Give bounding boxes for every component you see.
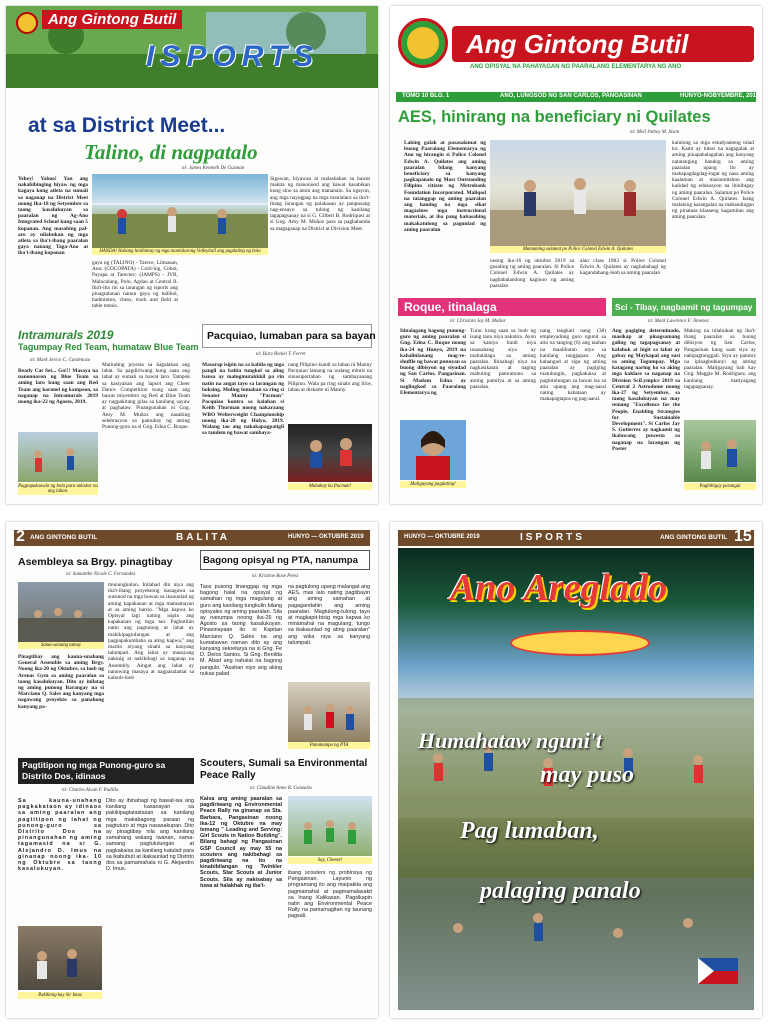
asembleya-col-1: Pinagtibay ang kauna-unahang General Assemble sa aming Brgy. Noong ika-20 ng Oktubre, sa loob ng Arenas Gym sa aming paaralan sa taong kasalukuyan. Dito ay inilatag ng aming punong Barangay na si Marciano Q. Sales ang kanyang mga nagawang proyekto sa panahong kanyang pa- xyxy=(18,654,104,710)
asembleya-title: Asembleya sa Brgy. pinagtibay xyxy=(18,556,173,568)
issue-volume: TOMO 10 BLG. 1 xyxy=(402,93,450,99)
masthead-area xyxy=(390,6,762,92)
page-number: 15 xyxy=(734,528,752,545)
pacquiao-header xyxy=(202,324,376,348)
volleyball-photo-caption: HANDA! Habang hinihintay ng mga manlalarong Volleyball ang pagdating ng bola xyxy=(92,248,268,255)
header-section: BALITA xyxy=(176,532,230,543)
pta-caption: Panunumpa ng PTA xyxy=(288,742,370,749)
page-headline: at sa District Meet... xyxy=(28,114,226,137)
pagtitipon-col-1: Sa kauna-unahang pagkakataon ay idinaos sa aming paaralan ang pagtitipon ng lahat ng punong-guro sa Distrito Dos na pinangunahan ng aming tagamasid na si G. Alejandro D. Imus na ginanap noong ika- 10 ng Oktubre sa taong kasalukuyan. xyxy=(18,798,102,873)
roque-col-2: Turac kung saan sa loob ng isang taon niya nakatira. Ayon sa kaniya hindi niya inaasahang siya ay maitatalaga sa aming paaralan. Ibinahagi niya na nagkasikatan at naging mabuting pamumuno sa aming pamilya at sa aming paaralan. xyxy=(470,328,536,390)
intramurals-caption: Pagpapakawala ng bola para umiskor na ang laban. xyxy=(18,484,98,494)
flag-icon xyxy=(698,958,738,984)
intramurals-byline: ni: Mark Jerico C. Cardenozo xyxy=(30,358,91,363)
masthead-subtitle: ANG OPISYAL NA PAHAYAGAN NG PAARALANG ELEMENTARYA NG ANO xyxy=(470,64,682,70)
issue-place: ANO, LUNGSOD NG SAN CARLOS, PANGASINAN xyxy=(500,93,642,99)
intramurals-col-1: Ready Cat Set... Go!!! Masaya na nanonuoron ng Blue Team sa aming laro kung saan ang Red Team ang koronel ng kampeon, sa naganap na Intramurals 2019 noong ika-22 ng Agosto, 2019. xyxy=(18,368,98,406)
intramurals-title: Intramurals 2019 xyxy=(18,328,114,342)
page-subheadline: Talino, di nagpatalo xyxy=(84,140,258,164)
pagtitipon-photo xyxy=(18,926,102,990)
asembleya-byline: ni: Samanthe Nicole C. Fernandez xyxy=(66,572,136,577)
masthead-title: Ang Gintong Butil xyxy=(42,10,182,29)
pacquiao-byline: ni: Harz Reniel T. Ferrer xyxy=(256,352,307,357)
pacquiao-photo xyxy=(288,424,372,482)
masthead-banner xyxy=(6,6,378,88)
quilates-photo-caption: Mamaming salamat po Police Colonel Edwin A. Quilates xyxy=(490,246,666,253)
sci-col-1: Ang pagiging determinado, masikap at pinagsamang galing ng tagapagsanay at kalahok at higit sa lahat ay gabay ng Maykapal ang susi sa aming Tagumpay. Mga katagang naring ko sa aking mga kaklase sa naganap na Division SciLympics 2019 sa Central 2 Astrodome noong ika-27 ng Setyembre, sa taong kasalukuyan na may temang "Excellence for the People, Enabling Strategies for Sustainable Development". Si Carlos Jay S. Gutierrez ay nagkamit ng ikalawang puwesto sa naganap na larangan ng Poster xyxy=(612,328,680,452)
article-col-2: gaya ng (TALINO) - Tarece, Lilmasan, Ano; (COCOPATA) - Colil-ing, Cobol, Payapa at Tarectec; (JAMPS) - JVR, Malucalang, Polo, Agdao at Central II. Iba't-iba rin sa larangan ng isports ang pinagtalunan nanun gaya ng balibol, badminton, chess, track and field at table tennis. xyxy=(92,260,178,310)
header-date: HUNYO — OKTUBRE 2019 xyxy=(288,534,364,540)
pacquiao-title: Pacquiao, lumaban para sa bayan xyxy=(207,330,376,342)
pta-title: Bagong opisyal ng PTA, nanumpa xyxy=(203,555,358,566)
pta-byline: ni: Kristine Rose Perez xyxy=(252,574,299,579)
intramurals-header xyxy=(18,328,199,358)
article-col-1: Laking galak at pasasalamat ng buong Paaralang Elementarya ng Ano ng hirangin si Police Colonel Edwin A. Quilates ang aming paaralan bilang kanyang beneficiary sa kanyang pagkapanalo ng Most Outstanding Filipino citizen ng Metrobank Foundation Incorporated. Maliqod na tatanggap ng aming paaralan ang handog na mga sikat magazines mga instructional materials, at iba pang babasahing makakatulong sa pagunlad ng aming paaralan xyxy=(404,140,486,233)
asembleya-photo xyxy=(18,582,104,642)
asembleya-col-2: munungkulan. Inilahad din niya ang iba't-ibang proyektong isasagawa sa susunod na mga buwan sa ikauunlad ng aming kapakanan at mga mamamayan at sa aming barrio. "Mga kapwa ko Opisyal lagi nating isipin ang kapakanan ng mga tao. Pagbutihin natin ang pagtulong at lahat ay makikipagtulungan at ang pagpapakumbaba sa ating kapwa," ang mariin niyang sinabi sa kanyang talumpati. Ang lahat ay masayang nakinig at nakikibagi sa naganap na Assembly. Aingat ang lahat ay nanuwing masaya at nagpasalamat sa kaloob-loob xyxy=(108,582,194,682)
tagline-4: palaging panalo xyxy=(480,878,641,904)
sci-caption: Pagbibigay parangal xyxy=(684,483,756,490)
page-headline: AES, hinirang na beneficiary ni Quilates xyxy=(398,108,711,126)
pacquiao-col-1: Masarap isipin na sa kabila ng mga pangil na baltia tungkol sa aling bansa ay malugmutakkkil pa rin natin na angat tayo sa larangan ng boksing. Muling lumaban sa ring si Senator Manny "Pacman" Pacquiao kontra sa kalaban si Keith Thurman noong nakaraang WBO Welterweight Championship noong ika-20 ng Hulyo, 2019. Walang tao ang nakakapagpatigil sa tandem ng bawat sambaya- xyxy=(202,362,284,437)
pagtitipon-col-2: Dito ay ibinahagi ng bawat-isa ang kanilang kasanayan sa pakikipagtalastasan sa kanilang mga makabagong paraan ng pagtuturo at mga nasasakupan. Dito ay pinagtibay nila ang kanilang samahang walang iwanan, sama-samang pagtutulungan at pagkakaisa sa kanilang katulad para sa ikabubuti at ikakaunlad ng Distrito dos sa pamamahala ni G. Alejandro D. Imus. xyxy=(106,798,194,873)
header-masthead: ANG GINTONG BUTIL xyxy=(30,534,98,541)
page-isports-ano-areglado xyxy=(390,522,762,1018)
pta-col-2: na pagtulong upang malangat ang AES, mas lalo nating pagtibayin ang aming samahan at pagagandahin ang aming paaralan. Magtulong-tulong tayo at magkapit-bisig mga kapwa ko minamahal na magulang, tungo sa ikakaunlad ng ating paaralan" ang wika niya sa kanyang talumpati. xyxy=(288,584,370,646)
pta-photo xyxy=(288,682,370,742)
intramurals-col-2: Matinding piyesta sa kagalakan ang lahat. Sa pagdiriwang kung saan ang lahat ay sumali sa bawat laro. Tampok sa kasiyahan ang lapsot ang Cheer Dance Competition kung saan ang bawat miyembro ng Red at Blue Team ay nagpakitang gilas sa kanilang sayaw at paghataw. Pinangunahan ni Gng. Amy M. Muñoz ang nasabing selebrasyon sa patnubay ng aming Punong-guro na si Gng. Edna C. Roque. xyxy=(102,362,190,431)
page-isports-district-meet xyxy=(6,6,378,504)
roque-portrait xyxy=(400,420,466,480)
tagline-1: Humahataw nguni't xyxy=(418,728,603,753)
roque-caption: Maligayang pagdating! xyxy=(400,481,466,488)
pagtitipon-title: Pagtitipon ng mga Punong-guro sa Distrito Dos, idinaos xyxy=(22,760,166,781)
page-balita xyxy=(6,522,378,1018)
section-title: ISPORTS xyxy=(146,40,320,73)
sci-byline: ni: Mark Lawrence F. Jimenez xyxy=(648,319,709,324)
pta-header xyxy=(200,550,370,570)
issue-date: HUNYO-NOBYEMBRE, 2019 xyxy=(680,93,760,99)
header-masthead: ANG GINTONG BUTIL xyxy=(660,534,728,541)
tagline-2: may puso xyxy=(540,762,635,788)
scouters-col-1: Kaisa ang aming paaralan sa pagdiriwang ng Environmental Peace Rally na ginanap sa Sta. Barbara, Pangasinan noong ika-12 ng Oktubre na may temang " Leading and Serving: Girl Scouts in Nation Building". Bilang bahagi ng Pangasinan GSP Council ay may 55 na scouters ang nakibahagi sa pagdiriwang na ito na kinabibilangan ng Twinkler Scouts, Star Scouts at Junior Scouts. Sila ay nakisabay sa tuwa at halakhak ng iba't- xyxy=(200,796,282,889)
volleyball-photo xyxy=(92,174,268,248)
page-number: 2 xyxy=(16,528,25,545)
roque-col-1: Itinalagang bagong punong-guro ng aming paaralan si Gng. Edna C. Roque noong ika-24 ng Hunyo, 2019 na kahalinlanang mag-re-shuffle ng bawat punuyan sa buong dibisyon ng siyudad ng San Carlos, Pangasinan. Si Madam Edna ay naglingkod sa Paaralang Elementarya ng xyxy=(400,328,466,397)
article-col-2: noong ika-16 ng oktubre 2019 sa gusaling ng aming paaralan. Si Police Colonel Edwin A. Quilates ay nagbabalandong kaginoo ng aming paaralan xyxy=(490,258,574,289)
article-col-4: katulong sa mga estudyanteng tulad ko. Kami ay lubos na nagagalak at aming pinapahalagahan ang kanyang natatanging handog sa aming paaralan upang ito ay makapagdagdag-ingat ng nasa aming kaalaman at maisumitshon ang kalidad ng edukasyon na ibinibigay ng aming paaralan. Salamat po Police Colonel Edwin A. Quilates. Isang malaking karangalan na mabandingan ng pinataas klasseng kagamitan ang aming paaralan. xyxy=(672,140,754,221)
roque-byline: ni: Christian Jay M. Muñoz xyxy=(450,319,506,324)
roque-title: Roque, itinalaga xyxy=(404,300,497,314)
article-col-3: Sigawan, hiyawan at malasbakan sa bawat makita ng manonood ang bawat kasabikan kung sino sa amin ang mananalo. Sa ngayon, ang mga nayugpap na mga manlalaro sa iba't-ibang larangan ng palakasan ay paupusang nag-ensayo sa tulong ng kanilang tagapagsanay na si G. Gilbert B. Rodriquez at si Gng. Amy M. Muñoz para sa paghahanda sa magaganap na District at Division Meet. xyxy=(270,176,370,232)
pagtitipon-header xyxy=(18,758,194,784)
intramurals-subtitle: Tagumpay Red Team, humataw Blue Team xyxy=(18,342,199,352)
pta-col-1: Taos pusong tinanggap ng mga bagong halal na opisyal ng samahan ng mga magulang at guro ang kanilang tungkulin bilang opisyales ng aming paaralan. Sila ay nanumpa noong ika-26 ng Agosto sa taong kasalukuyan. Pinasinayaan ito ni Kapitan Marciano Q. Sales na ang kumatawan naman dito ay ang kanyang sekretarya na si Gng. Fe D. Delos Santos. Si Gng. Benilda M. Abad ang nahalal na bagong pangulo. "Asahan niyo ang aking nukas palad xyxy=(200,584,282,677)
byline: ni: Meil Jinboy M. Sison xyxy=(630,130,680,135)
school-seal-icon xyxy=(16,12,38,34)
page-front-cover xyxy=(390,6,762,504)
big-title: Ano Areglado xyxy=(450,567,668,609)
scouters-title: Scouters, Sumali sa Environmental Peace Rally xyxy=(200,758,368,781)
tagline-3: Pag lumaban, xyxy=(460,818,599,844)
pagtitipon-caption: Pakikinig kay Sir Imus xyxy=(18,992,102,999)
intramurals-photo xyxy=(18,432,98,482)
masthead-title: Ang Gintong Butil xyxy=(466,29,689,59)
scouters-col-2: ibang scouters ng probinsya ng Pangasinan. Layunin ng programang ito ang maipakita ang pagmamahal at pagmamalasakit sa Inang Kalikasan. Pagsikapin natin ang Environmental Peace Rally na pamamagitan ng taunang pagsali. xyxy=(288,870,372,920)
pacquiao-caption: Mabuhay ka Pacman! xyxy=(288,483,372,490)
byline: ni: James Kenneth De Guzman xyxy=(182,166,245,171)
sci-header xyxy=(612,298,756,316)
roque-header xyxy=(398,298,606,316)
quilates-photo xyxy=(490,140,666,246)
pagtitipon-byline: ni: Charles Alvan F. Padilla xyxy=(62,788,119,793)
article-col-3: alan class 1983 si Police Colonel Edwin A. Quilates ay nagbabahagi ng kagandahang-loob sa aming paaralan xyxy=(580,258,666,277)
scouters-photo xyxy=(288,796,372,856)
pacquiao-col-2: nang Pilipino kundi sa laban ni Manny Pacquiao lamang na walang mintis na sinusuportahan ng sambayanang Pilipino. Wala pa ring sinabi ang ilice, laban at diskarte ni Manny. xyxy=(288,362,372,393)
ano-logo-banner xyxy=(510,630,650,656)
sci-col-2: Making na nilahukan ng iba't-ibang paaralan sa buong dibisyon ng San Carlos, Pangasinan kung saan siya ay nakipagtunggali. Siya ay patuloy na ipinagbubunyi ng aming paaralan. Maligayang bati kay Gng. Maggie M. Rodriguez, ang kanilang matiyagang tagapagsanay. xyxy=(684,328,756,390)
asembleya-caption: Sama-samang tatnay xyxy=(18,642,104,649)
sci-photo xyxy=(684,420,756,482)
scouters-caption: Say, Cheeze! xyxy=(288,857,372,864)
scouters-byline: ni: Claudine Anne R. Gonzales xyxy=(250,786,312,791)
header-date: HUNYO — OKTUBRE 2019 xyxy=(404,534,480,540)
roque-col-3: nang tangkad nang (38) empleyadong guro ngunit sa atin na tanging (6) ang tauhan na maalibutan niya sa kanilang tanggapan. Ang kahangad at siga ng aming paaralan ay pagiging matulungin, pagkakaisa at pagtutulungan sa bawat isa sa atin upang ang mag-aaral nating kabataan ay makapagtapos ng pag-aaral. xyxy=(540,328,606,403)
header-section: ISPORTS xyxy=(520,532,585,543)
sci-title: Sci - Tibay, nagbamit ng tagumpay xyxy=(615,302,753,312)
article-col-1: Yehey! Yahoo! Yan ang nakabibinging hiyaw ng mga kagaya kong atleta na sumali sa naganap na District Meet noong Ika-18 ng Setyembre sa taong kasalukuyan sa paaralan ng Ag-Ano Integrated School kung saan 5 kopanan. Ang masabing pal-aro ay nilahukan ng mga atleta sa iba't-ibang paaralan gaya nanang Taga-Ano at iba't-ibang koponan xyxy=(18,176,88,257)
school-seal-icon xyxy=(398,18,448,68)
